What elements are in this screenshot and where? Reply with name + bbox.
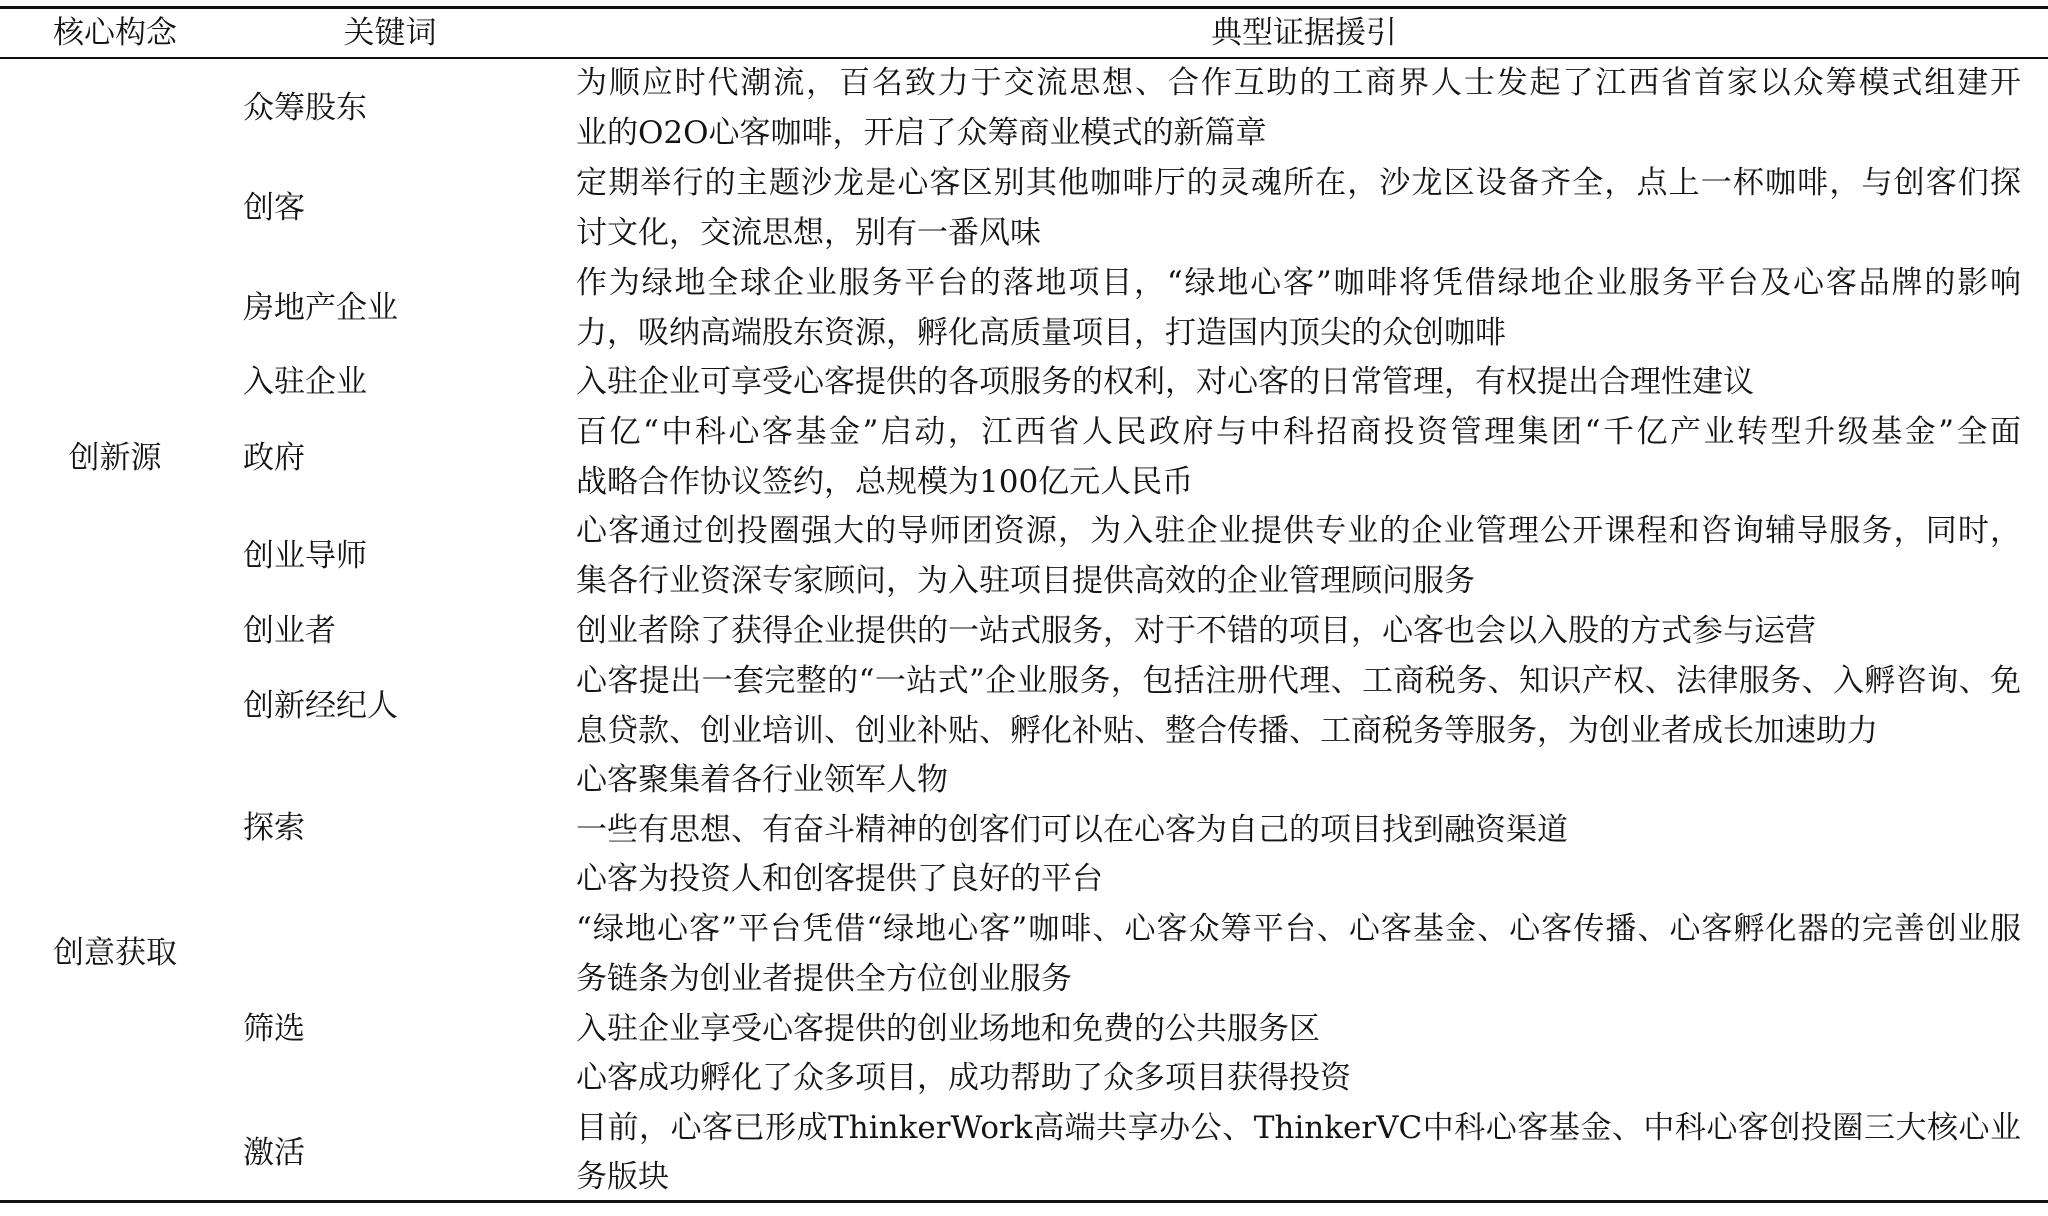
keyword-screen: 筛选 (243, 1011, 305, 1047)
evidence-line: 百亿“中科心客基金”启动，江西省人民政府与中科招商投资管理集团“千亿产业转型升级基金”全面 (576, 414, 2021, 450)
header-keyword: 关键词 (343, 15, 437, 51)
keyword-mentor: 创业导师 (243, 538, 367, 574)
evidence-line: 心客聚集着各行业领军人物 (576, 762, 948, 798)
evidence-line: 务版块 (576, 1159, 669, 1195)
evidence-line: 息贷款、创业培训、创业补贴、孵化补贴、整合传播、工商税务等服务，为创业者成长加速助力 (576, 713, 1878, 749)
keyword-explore: 探索 (243, 810, 305, 846)
evidence-line: 心客为投资人和创客提供了良好的平台 (576, 861, 1103, 897)
evidence-line: 业的O2O心客咖啡，开启了众筹商业模式的新篇章 (576, 115, 1267, 151)
core-concept-innovation-source: 创新源 (68, 440, 162, 476)
keyword-activate: 激活 (243, 1135, 305, 1171)
evidence-line: 务链条为创业者提供全方位创业服务 (576, 961, 1072, 997)
evidence-line: 一些有思想、有奋斗精神的创客们可以在心客为自己的项目找到融资渠道 (576, 812, 1568, 848)
evidence-line: 创业者除了获得企业提供的一站式服务，对于不错的项目，心客也会以入股的方式参与运营 (576, 613, 1816, 649)
evidence-line: 力，吸纳高端股东资源，孵化高质量项目，打造国内顶尖的众创咖啡 (576, 315, 1506, 351)
keyword-crowdfunding: 众筹股东 (243, 90, 367, 126)
evidence-line: 作为绿地全球企业服务平台的落地项目，“绿地心客”咖啡将凭借绿地企业服务平台及心客品牌的影响 (576, 265, 2021, 301)
evidence-line: 讨文化，交流思想，别有一番风味 (576, 215, 1041, 251)
evidence-line: “绿地心客”平台凭借“绿地心客”咖啡、心客众筹平台、心客基金、心客传播、心客孵化器的完善创业服 (576, 911, 2021, 947)
evidence-line: 心客成功孵化了众多项目，成功帮助了众多项目获得投资 (576, 1060, 1351, 1096)
keyword-broker: 创新经纪人 (243, 688, 398, 724)
core-concept-idea-acquisition: 创意获取 (53, 935, 177, 971)
evidence-line: 定期举行的主题沙龙是心客区别其他咖啡厅的灵魂所在，沙龙区设备齐全，点上一杯咖啡，与创客们探 (576, 165, 2021, 201)
evidence-line: 目前，心客已形成ThinkerWork高端共享办公、ThinkerVC中科心客基金、中科心客创投圈三大核心业 (576, 1110, 2021, 1146)
keyword-maker: 创客 (243, 190, 305, 226)
keyword-real-estate: 房地产企业 (243, 290, 398, 326)
keyword-entrepreneur: 创业者 (243, 613, 336, 649)
keyword-government: 政府 (243, 440, 305, 476)
evidence-line: 入驻企业可享受心客提供的各项服务的权利，对心客的日常管理，有权提出合理性建议 (576, 364, 1754, 400)
header-core-concept: 核心构念 (53, 15, 177, 51)
evidence-line: 心客提出一套完整的“一站式”企业服务，包括注册代理、工商税务、知识产权、法律服务、入孵咨询、免 (576, 663, 2021, 699)
evidence-line: 为顺应时代潮流，百名致力于交流思想、合作互助的工商界人士发起了江西省首家以众筹模式组建开 (576, 65, 2021, 101)
evidence-line: 战略合作协议签约，总规模为100亿元人民币 (576, 464, 1194, 500)
keyword-resident: 入驻企业 (243, 364, 367, 400)
header-evidence: 典型证据援引 (1211, 15, 1397, 51)
evidence-line: 集各行业资深专家顾问，为入驻项目提供高效的企业管理顾问服务 (576, 563, 1475, 599)
evidence-line: 入驻企业享受心客提供的创业场地和免费的公共服务区 (576, 1011, 1320, 1047)
evidence-line: 心客通过创投圈强大的导师团资源，为入驻企业提供专业的企业管理公开课程和咨询辅导服务，同时， (576, 513, 2021, 549)
